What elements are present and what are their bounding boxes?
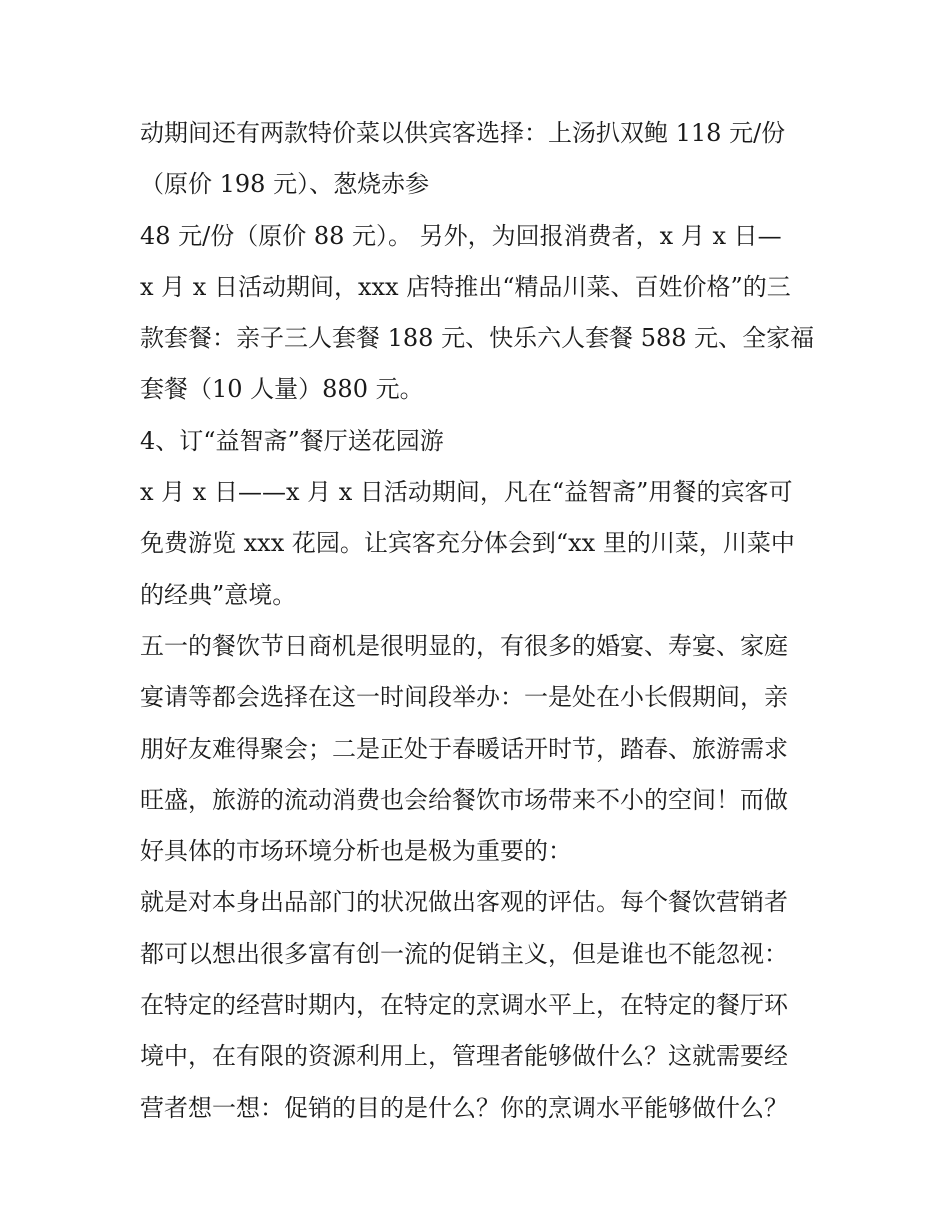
text-line: 套餐（10 人量）880 元。 bbox=[140, 375, 424, 404]
text-line: x 月 x 日——x 月 x 日活动期间，凡在“益智斋”用餐的宾客可 bbox=[140, 478, 793, 507]
text-line: （原价 198 元）、葱烧赤参 bbox=[140, 170, 430, 199]
text-line: 动期间还有两款特价菜以供宾客选择：上汤扒双鲍 118 元/份 bbox=[140, 119, 786, 147]
text-line: 境中，在有限的资源利用上，管理者能够做什么？这就需要经 bbox=[140, 1042, 788, 1071]
text-line: 48 元/份（原价 88 元）。 另外，为回报消费者，x 月 x 日— bbox=[140, 221, 782, 250]
text-line: 都可以想出很多富有创一流的促销主义，但是谁也不能忽视： bbox=[140, 939, 788, 968]
text-line: 旺盛，旅游的流动消费也会给餐饮市场带来不小的空间！而做 bbox=[140, 785, 788, 814]
document-body bbox=[140, 108, 820, 1134]
text-line: 款套餐：亲子三人套餐 188 元、快乐六人套餐 588 元、全家福 bbox=[140, 324, 815, 353]
text-line: 好具体的市场环境分析也是极为重要的： bbox=[140, 837, 572, 866]
text-line: 在特定的经营时期内，在特定的烹调水平上，在特定的餐厅环 bbox=[140, 991, 788, 1020]
text-line: 就是对本身出品部门的状况做出客观的评估。每个餐饮营销者 bbox=[140, 888, 788, 917]
text-line: 营者想一想：促销的目的是什么？你的烹调水平能够做什么？ bbox=[140, 1093, 788, 1122]
text-line: 免费游览 xxx 花园。让宾客充分体会到“xx 里的川菜，川菜中 bbox=[140, 529, 795, 558]
text-line: 的经典”意境。 bbox=[140, 580, 297, 609]
text-line: 朋好友难得聚会；二是正处于春暖话开时节，踏春、旅游需求 bbox=[140, 734, 788, 763]
section-heading: 4、订“益智斋”餐厅送花园游 bbox=[140, 426, 444, 455]
text-line: 宴请等都会选择在这一时间段举办：一是处在小长假期间，亲 bbox=[140, 683, 788, 712]
text-line: x 月 x 日活动期间，xxx 店特推出“精品川菜、百姓价格”的三 bbox=[140, 272, 791, 301]
text-line: 五一的餐饮节日商机是很明显的，有很多的婚宴、寿宴、家庭 bbox=[140, 631, 788, 660]
